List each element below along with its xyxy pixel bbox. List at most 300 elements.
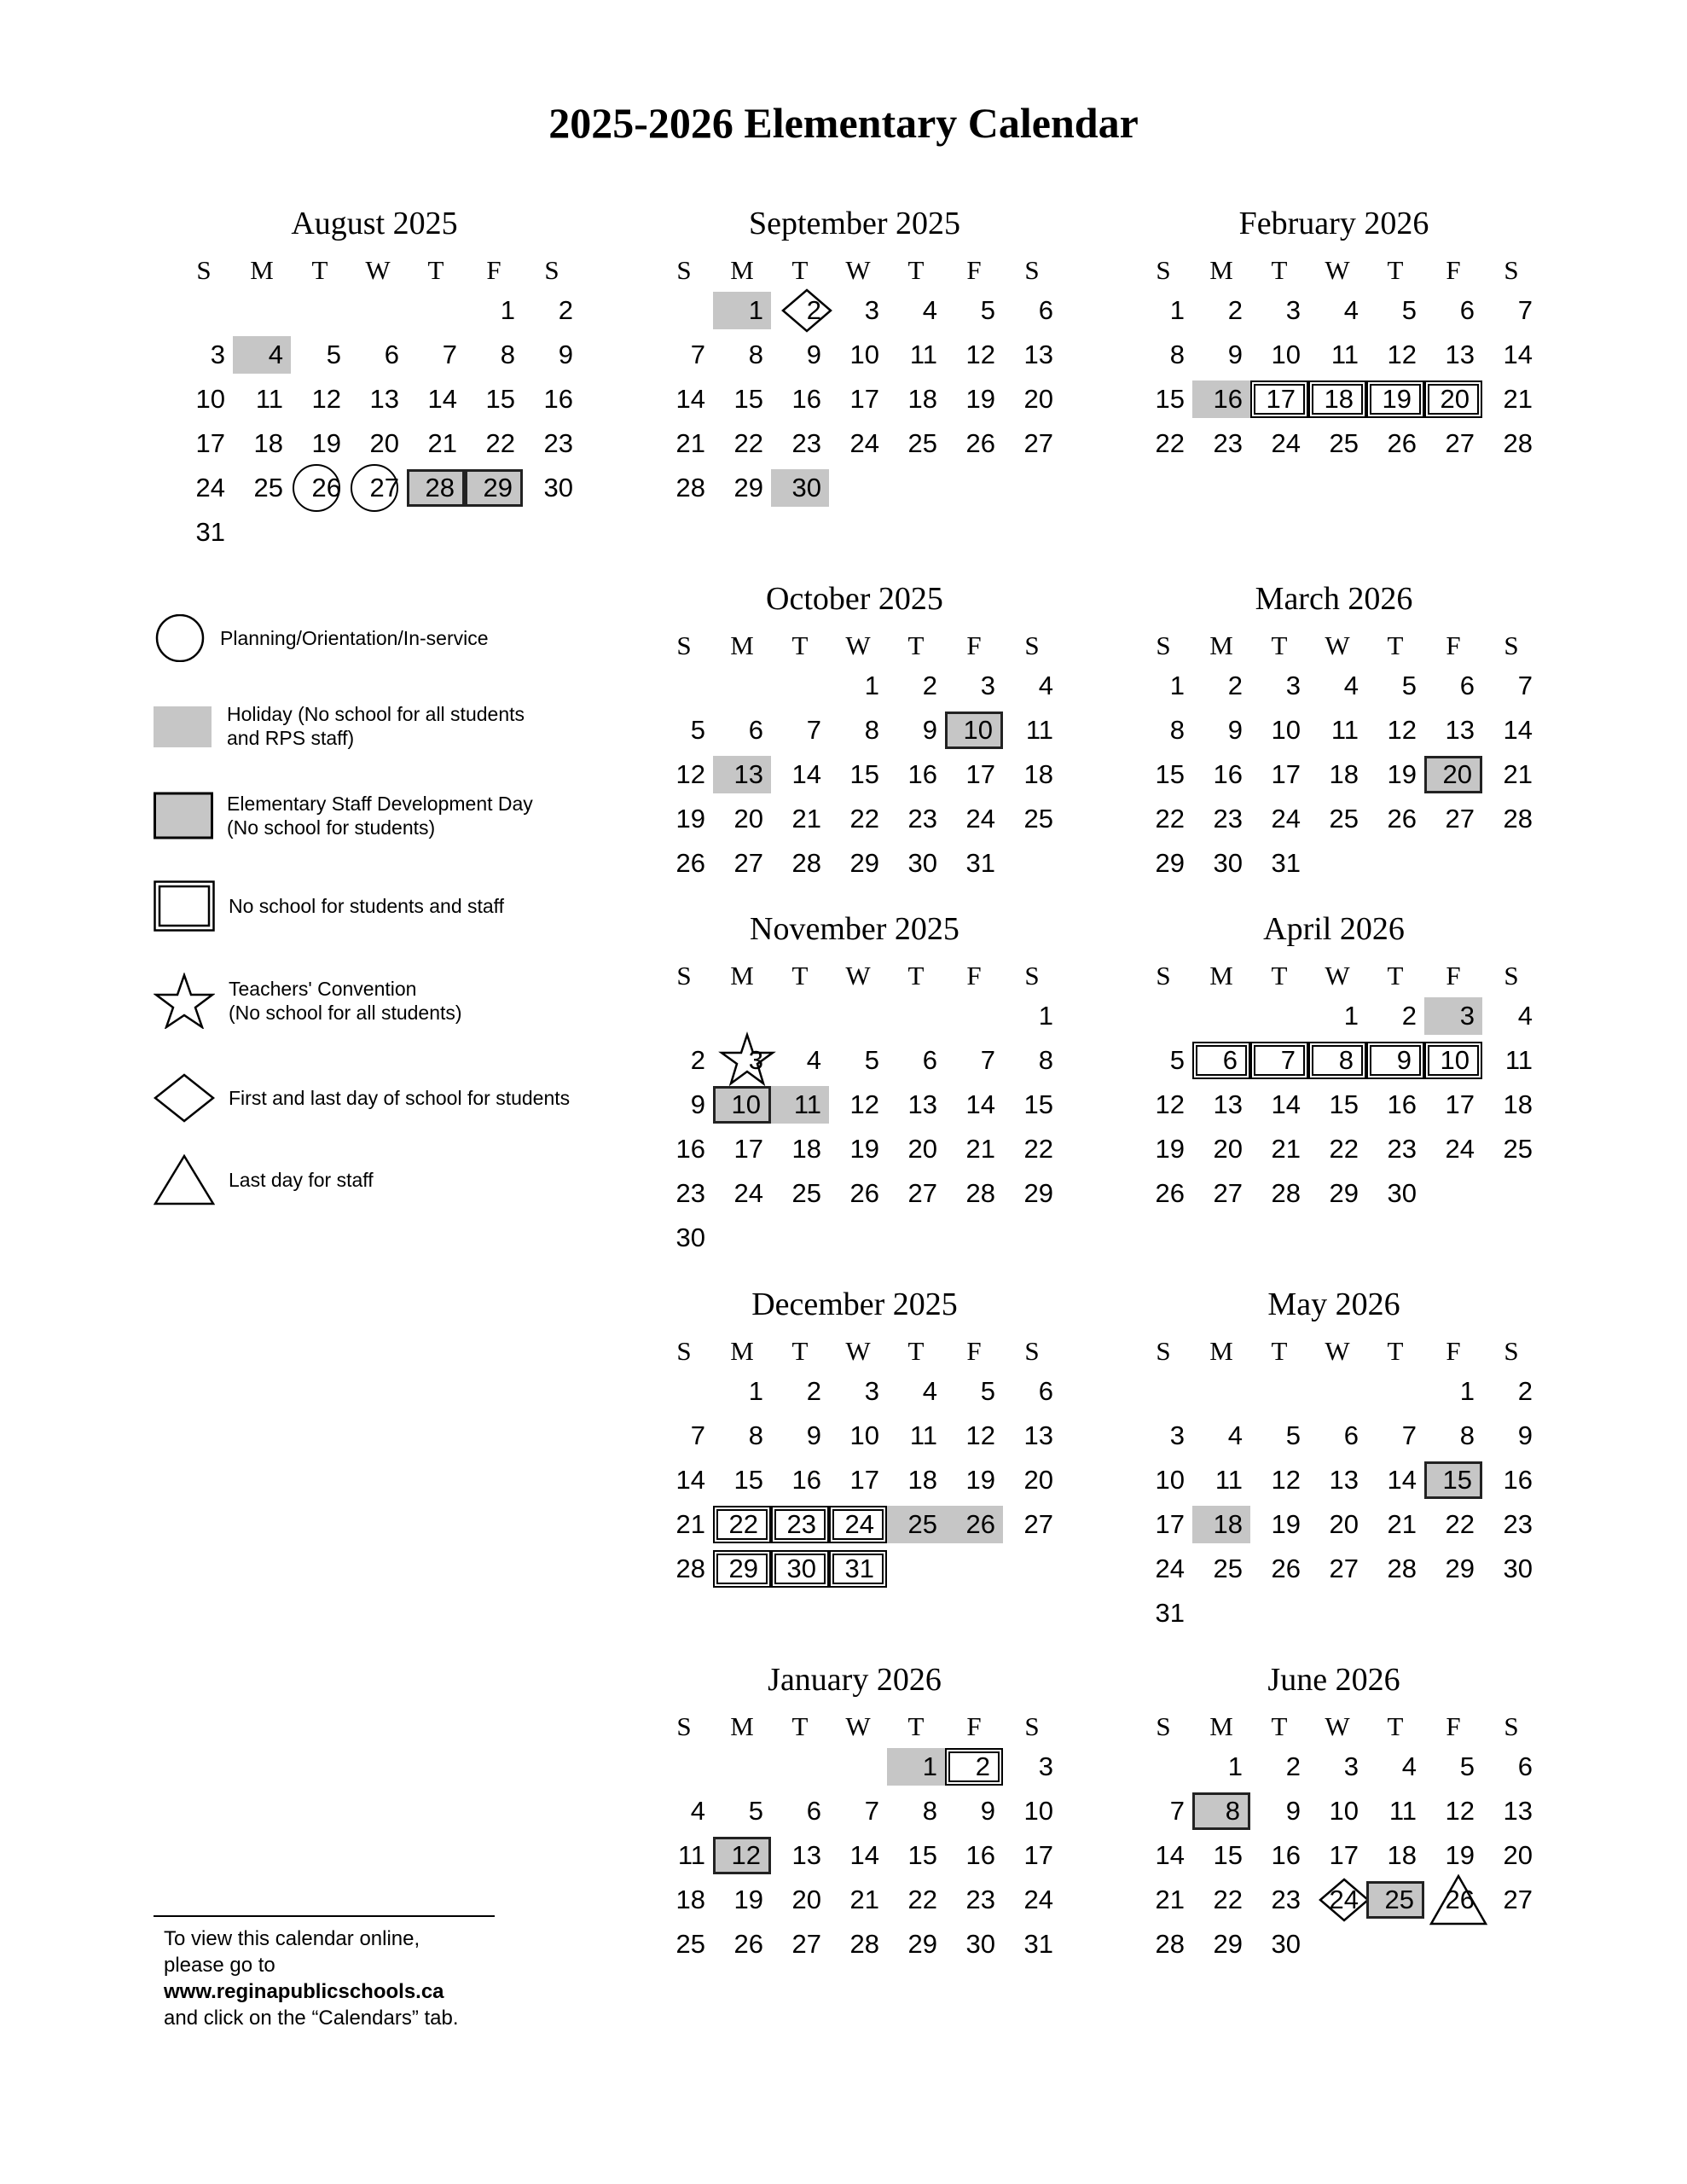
day-cell — [1134, 1042, 1192, 1079]
day-cell — [1192, 1837, 1250, 1874]
weekday-label: S — [1504, 255, 1519, 285]
day-cell — [1308, 1175, 1366, 1212]
month-grid — [655, 997, 1061, 1304]
day-cell — [1250, 756, 1308, 793]
day-number: 10 — [1271, 340, 1301, 369]
day-cell — [887, 380, 945, 418]
day-cell — [713, 845, 771, 882]
day-number: 9 — [690, 1089, 705, 1119]
day-cell — [1482, 336, 1540, 374]
day-number: 26 — [733, 1929, 763, 1959]
day-cell — [945, 1461, 1003, 1499]
day-cell — [1192, 1506, 1250, 1543]
day-number: 27 — [1023, 428, 1053, 458]
day-number: 19 — [965, 1465, 995, 1495]
day-number: 28 — [675, 473, 705, 502]
day-number: 1 — [748, 1376, 763, 1406]
day-cell — [1003, 1373, 1061, 1410]
weekday-label: T — [1271, 1711, 1288, 1741]
month-title: October 2025 — [766, 581, 943, 617]
day-number: 4 — [1227, 1420, 1243, 1450]
weekday-label: T — [311, 255, 328, 285]
day-cell — [1192, 1461, 1250, 1499]
no-school-swatch-icon — [154, 880, 215, 932]
day-cell — [1308, 1130, 1366, 1168]
day-number: 1 — [1169, 295, 1185, 325]
day-cell — [1134, 1881, 1192, 1919]
day-number: 6 — [1038, 1376, 1053, 1406]
day-number: 20 — [369, 428, 399, 458]
day-cell — [1366, 1086, 1424, 1124]
day-cell — [1366, 1461, 1424, 1499]
day-cell — [1192, 1417, 1250, 1455]
day-number: 20 — [1023, 1465, 1053, 1495]
day-number: 6 — [1459, 671, 1475, 700]
day-number: 9 — [558, 340, 573, 369]
day-number: 5 — [690, 715, 705, 745]
day-number: 18 — [1023, 759, 1053, 789]
weekday-label: M — [730, 630, 754, 660]
day-cell — [1134, 845, 1192, 882]
weekday-label: W — [1325, 961, 1350, 990]
day-cell — [1003, 667, 1061, 705]
day-number: 7 — [980, 1045, 995, 1075]
day-cell — [1134, 1506, 1192, 1543]
weekday-label: T — [1271, 630, 1288, 660]
day-number: 12 — [675, 759, 705, 789]
day-number: 1 — [1169, 671, 1185, 700]
day-cell — [1250, 292, 1308, 329]
day-number: 2 — [1285, 1751, 1301, 1781]
day-cell — [1308, 997, 1366, 1035]
day-cell — [945, 380, 1003, 418]
day-cell — [1003, 1042, 1061, 1079]
day-cell — [1250, 800, 1308, 838]
day-number: 10 — [849, 340, 879, 369]
day-cell — [829, 380, 887, 418]
weekday-label: M — [1209, 630, 1233, 660]
day-number: 17 — [849, 384, 879, 414]
weekday-label: F — [1446, 630, 1461, 660]
day-number: 29 — [1329, 1178, 1359, 1208]
day-number: 10 — [731, 1089, 761, 1119]
day-number: 24 — [195, 473, 225, 502]
day-cell — [945, 1748, 1003, 1786]
month-september-2025 — [655, 198, 1064, 599]
day-number: 9 — [806, 340, 821, 369]
day-cell — [655, 336, 713, 374]
day-cell — [713, 800, 771, 838]
day-cell — [1250, 1792, 1308, 1830]
day-number: 27 — [791, 1929, 821, 1959]
day-number: 7 — [690, 1420, 705, 1450]
day-number: 31 — [1155, 1598, 1185, 1628]
day-number: 5 — [1401, 671, 1417, 700]
day-number: 13 — [791, 1840, 821, 1870]
day-cell — [1424, 997, 1482, 1035]
day-cell — [887, 1086, 945, 1124]
weekday-label: W — [365, 255, 391, 285]
day-cell — [175, 380, 233, 418]
day-number: 28 — [791, 848, 821, 878]
day-number: 26 — [311, 473, 341, 502]
day-cell — [887, 425, 945, 462]
day-number: 1 — [1038, 1001, 1053, 1031]
day-number: 21 — [849, 1885, 879, 1914]
day-number: 4 — [690, 1796, 705, 1826]
day-cell — [1366, 425, 1424, 462]
day-cell — [1482, 1461, 1540, 1499]
day-number: 28 — [1271, 1178, 1301, 1208]
day-cell — [1003, 1881, 1061, 1919]
weekday-label: T — [907, 255, 925, 285]
day-cell — [713, 1042, 771, 1079]
day-cell — [1192, 425, 1250, 462]
day-number: 11 — [909, 340, 937, 369]
day-cell — [1482, 1417, 1540, 1455]
day-cell — [771, 469, 829, 507]
day-number: 26 — [965, 428, 995, 458]
day-number: 2 — [1227, 671, 1243, 700]
footer-line-2: please go to — [164, 1954, 275, 1977]
month-november-2025 — [655, 903, 1064, 1304]
day-number: 12 — [849, 1089, 879, 1119]
day-cell — [1424, 292, 1482, 329]
month-grid — [655, 1748, 1061, 2055]
day-cell — [1192, 1042, 1250, 1079]
day-cell — [1134, 1461, 1192, 1499]
day-number: 31 — [195, 517, 225, 547]
weekday-header — [1134, 1705, 1544, 1748]
day-number: 3 — [1038, 1751, 1053, 1781]
day-number: 7 — [1169, 1796, 1185, 1826]
day-cell — [713, 292, 771, 329]
day-cell — [1003, 1130, 1061, 1168]
day-cell — [655, 1461, 713, 1499]
day-cell — [407, 336, 465, 374]
day-number: 17 — [1266, 384, 1296, 414]
day-number: 2 — [806, 1376, 821, 1406]
day-number: 22 — [1155, 428, 1185, 458]
month-may-2026 — [1134, 1279, 1544, 1680]
day-cell — [1003, 292, 1061, 329]
day-number: 17 — [1271, 759, 1301, 789]
footer-url[interactable]: www.reginapublicschools.ca — [164, 1980, 444, 2003]
day-cell — [713, 756, 771, 793]
day-number: 24 — [1271, 428, 1301, 458]
day-cell — [1003, 425, 1061, 462]
weekday-label: M — [1209, 1711, 1233, 1741]
day-number: 25 — [1503, 1134, 1533, 1164]
day-cell — [1366, 1748, 1424, 1786]
day-cell — [1482, 997, 1540, 1035]
day-cell — [771, 1130, 829, 1168]
day-cell — [1250, 336, 1308, 374]
day-cell — [1482, 1748, 1540, 1786]
day-number: 16 — [965, 1840, 995, 1870]
day-cell — [829, 845, 887, 882]
day-cell — [887, 336, 945, 374]
weekday-label: S — [676, 1336, 692, 1366]
day-cell — [1134, 1926, 1192, 1963]
month-title: May 2026 — [1267, 1287, 1400, 1322]
day-cell — [1192, 1550, 1250, 1588]
day-number: 6 — [748, 715, 763, 745]
day-number: 25 — [1329, 804, 1359, 834]
month-february-2026 — [1134, 198, 1544, 599]
weekday-header — [655, 249, 1064, 292]
day-cell — [945, 1086, 1003, 1124]
weekday-label: T — [791, 630, 809, 660]
day-number: 10 — [1155, 1465, 1185, 1495]
day-number: 13 — [1213, 1089, 1243, 1119]
weekday-label: F — [966, 1336, 982, 1366]
day-number: 25 — [1329, 428, 1359, 458]
weekday-label: W — [845, 255, 871, 285]
day-cell — [771, 1792, 829, 1830]
day-cell — [829, 336, 887, 374]
day-cell — [1134, 1086, 1192, 1124]
day-number: 29 — [1023, 1178, 1053, 1208]
day-number: 25 — [907, 428, 937, 458]
day-number: 18 — [253, 428, 283, 458]
day-number: 7 — [690, 340, 705, 369]
day-cell — [1192, 712, 1250, 749]
legend-holiday — [154, 702, 525, 750]
circle-icon — [154, 614, 206, 662]
day-number: 7 — [1280, 1045, 1296, 1075]
legend-text: Last day for staff — [229, 1169, 374, 1191]
day-number: 4 — [1401, 1751, 1417, 1781]
day-cell — [829, 1506, 887, 1543]
day-number: 10 — [1271, 715, 1301, 745]
day-cell — [1250, 1086, 1308, 1124]
day-cell — [1366, 667, 1424, 705]
day-number: 18 — [1503, 1089, 1533, 1119]
day-cell — [1482, 1042, 1540, 1079]
weekday-label: S — [1156, 1711, 1171, 1741]
day-cell — [1134, 756, 1192, 793]
weekday-label: F — [1446, 255, 1461, 285]
day-number: 23 — [543, 428, 573, 458]
day-cell — [887, 845, 945, 882]
day-number: 5 — [1285, 1420, 1301, 1450]
day-cell — [771, 756, 829, 793]
day-number: 13 — [1023, 1420, 1053, 1450]
day-number: 8 — [1338, 1045, 1354, 1075]
day-number: 15 — [907, 1840, 937, 1870]
star-icon — [154, 973, 215, 1029]
weekday-header — [1134, 1330, 1544, 1373]
day-number: 14 — [965, 1089, 995, 1119]
day-cell — [1366, 997, 1424, 1035]
day-cell — [1424, 1550, 1482, 1588]
day-cell — [655, 712, 713, 749]
day-number: 21 — [791, 804, 821, 834]
day-cell — [1134, 1175, 1192, 1212]
day-number: 16 — [543, 384, 573, 414]
weekday-label: F — [486, 255, 501, 285]
day-cell — [291, 336, 349, 374]
day-cell — [945, 712, 1003, 749]
day-cell — [887, 1042, 945, 1079]
day-cell — [175, 425, 233, 462]
day-number: 29 — [1155, 848, 1185, 878]
day-cell — [1003, 712, 1061, 749]
day-number: 7 — [1517, 295, 1533, 325]
day-cell — [713, 1506, 771, 1543]
day-number: 19 — [733, 1885, 763, 1914]
day-cell — [829, 425, 887, 462]
day-number: 29 — [1445, 1554, 1475, 1583]
day-number: 13 — [1503, 1796, 1533, 1826]
day-cell — [829, 1926, 887, 1963]
footer-line-1: To view this calendar online, — [164, 1927, 420, 1950]
month-january-2026 — [655, 1654, 1064, 2055]
day-number: 25 — [253, 473, 283, 502]
day-cell — [1482, 1792, 1540, 1830]
day-number: 7 — [864, 1796, 879, 1826]
day-number: 26 — [849, 1178, 879, 1208]
day-cell — [1250, 1837, 1308, 1874]
day-number: 9 — [1517, 1420, 1533, 1450]
day-number: 14 — [1271, 1089, 1301, 1119]
day-cell — [945, 1373, 1003, 1410]
day-cell — [1134, 425, 1192, 462]
weekday-label: S — [676, 255, 692, 285]
day-cell — [1308, 380, 1366, 418]
day-number: 15 — [733, 1465, 763, 1495]
day-cell — [1134, 1792, 1192, 1830]
month-grid — [1134, 1748, 1540, 2055]
day-number: 5 — [864, 1045, 879, 1075]
legend-first-last-day — [154, 1073, 570, 1123]
day-cell — [1366, 380, 1424, 418]
day-number: 25 — [675, 1929, 705, 1959]
day-cell — [1424, 1130, 1482, 1168]
day-number: 21 — [675, 1509, 705, 1539]
day-cell — [945, 336, 1003, 374]
weekday-label: S — [676, 961, 692, 990]
day-cell — [1308, 1792, 1366, 1830]
day-cell — [1250, 845, 1308, 882]
legend-planning — [154, 614, 489, 662]
day-cell — [407, 469, 465, 507]
day-cell — [829, 1175, 887, 1212]
day-number: 2 — [806, 295, 821, 325]
day-cell — [829, 1130, 887, 1168]
day-cell — [1482, 425, 1540, 462]
day-cell — [945, 1042, 1003, 1079]
day-cell — [1308, 425, 1366, 462]
day-cell — [233, 380, 291, 418]
day-number: 5 — [748, 1796, 763, 1826]
day-number: 16 — [1213, 759, 1243, 789]
day-cell — [655, 425, 713, 462]
weekday-label: T — [427, 255, 444, 285]
day-number: 14 — [849, 1840, 879, 1870]
day-number: 9 — [1396, 1045, 1412, 1075]
day-number: 21 — [1503, 384, 1533, 414]
legend-last-day-staff — [154, 1153, 374, 1206]
weekday-label: W — [1325, 255, 1350, 285]
month-grid — [1134, 292, 1540, 599]
day-cell — [655, 845, 713, 882]
day-cell — [1003, 1926, 1061, 1963]
day-number: 8 — [1225, 1796, 1240, 1826]
weekday-label: T — [907, 1336, 925, 1366]
day-cell — [655, 1417, 713, 1455]
day-cell — [1366, 336, 1424, 374]
weekday-label: S — [1504, 1336, 1519, 1366]
month-title: February 2026 — [1238, 206, 1429, 241]
weekday-label: T — [791, 1336, 809, 1366]
day-number: 2 — [922, 671, 937, 700]
day-cell — [1192, 336, 1250, 374]
day-cell — [1424, 336, 1482, 374]
day-number: 3 — [864, 295, 879, 325]
day-number: 26 — [1387, 428, 1417, 458]
weekday-label: T — [1271, 1336, 1288, 1366]
day-number: 28 — [1503, 804, 1533, 834]
day-cell — [655, 1506, 713, 1543]
day-number: 19 — [965, 384, 995, 414]
day-cell — [887, 1792, 945, 1830]
day-cell — [291, 380, 349, 418]
day-cell — [175, 336, 233, 374]
day-number: 4 — [268, 340, 283, 369]
holiday-swatch-icon — [154, 703, 213, 749]
day-number: 23 — [791, 428, 821, 458]
day-number: 6 — [922, 1045, 937, 1075]
day-number: 15 — [733, 384, 763, 414]
day-cell — [1003, 1506, 1061, 1543]
day-number: 20 — [1442, 759, 1472, 789]
month-december-2025 — [655, 1279, 1064, 1680]
day-number: 20 — [1023, 384, 1053, 414]
weekday-label: F — [966, 1711, 982, 1741]
day-cell — [1482, 380, 1540, 418]
day-cell — [1482, 1550, 1540, 1588]
day-cell — [1134, 800, 1192, 838]
day-cell — [465, 425, 523, 462]
day-cell — [1250, 1550, 1308, 1588]
day-cell — [771, 1837, 829, 1874]
weekday-label: T — [1387, 255, 1404, 285]
weekday-header — [655, 624, 1064, 667]
day-cell — [1482, 756, 1540, 793]
day-cell — [407, 380, 465, 418]
day-number: 30 — [543, 473, 573, 502]
weekday-label: M — [730, 255, 754, 285]
day-cell — [771, 380, 829, 418]
month-grid — [655, 292, 1061, 599]
day-cell — [1308, 1550, 1366, 1588]
day-cell — [1424, 1837, 1482, 1874]
day-number: 24 — [1329, 1885, 1359, 1914]
weekday-label: F — [966, 630, 982, 660]
day-number: 12 — [965, 1420, 995, 1450]
day-cell — [1424, 800, 1482, 838]
day-number: 25 — [791, 1178, 821, 1208]
day-cell — [1366, 1130, 1424, 1168]
day-cell — [945, 292, 1003, 329]
day-number: 14 — [1155, 1840, 1185, 1870]
day-cell — [1003, 997, 1061, 1035]
day-cell — [1308, 1042, 1366, 1079]
day-cell — [1134, 1417, 1192, 1455]
day-number: 14 — [675, 384, 705, 414]
